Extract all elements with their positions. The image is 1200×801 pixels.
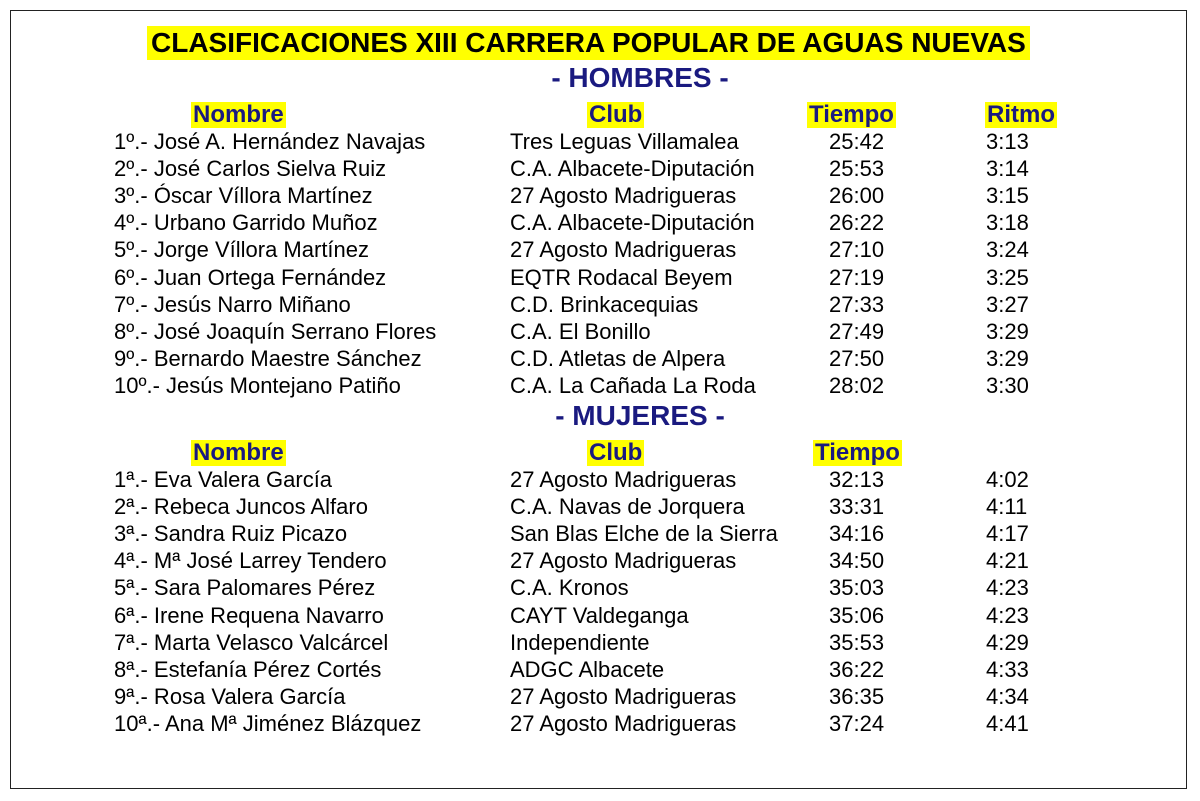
finish-time: 34:50 (829, 548, 885, 574)
finish-time: 36:35 (829, 683, 885, 709)
runner-name: 5º.- Jorge Víllora Martínez (114, 237, 370, 263)
finish-time: 28:02 (829, 372, 885, 398)
runner-name: 8ª.- Estefanía Pérez Cortés (114, 656, 382, 682)
finish-time: 32:13 (829, 467, 885, 492)
table-row (0, 710, 1200, 737)
runner-name: 7º.- Jesús Narro Miñano (114, 291, 351, 317)
page-title: CLASIFICACIONES XIII CARRERA POPULAR DE AGUAS NUEVAS (147, 26, 1030, 60)
table-row (0, 264, 1200, 291)
women-header-time: Tiempo (815, 439, 900, 466)
table-row (0, 656, 1200, 683)
club-name: C.A. Navas de Jorquera (510, 494, 745, 520)
finish-time: 35:03 (829, 575, 885, 601)
club-name: 27 Agosto Madrigueras (510, 683, 737, 709)
pace: 4:17 (986, 521, 1029, 547)
pace: 4:23 (986, 602, 1029, 628)
table-row (0, 629, 1200, 656)
runner-name: 5ª.- Sara Palomares Pérez (114, 575, 376, 601)
finish-time: 27:49 (829, 318, 885, 344)
pace: 4:23 (986, 575, 1029, 601)
table-row (0, 318, 1200, 345)
pace: 3:30 (986, 372, 1029, 398)
club-name: C.A. Albacete-Diputación (510, 210, 755, 236)
finish-time: 25:53 (829, 156, 885, 182)
table-row (0, 128, 1200, 155)
pace: 3:18 (986, 210, 1029, 236)
men-header-club: Club (589, 101, 643, 128)
club-name: C.D. Atletas de Alpera (510, 345, 726, 371)
table-row (0, 683, 1200, 710)
runner-name: 6º.- Juan Ortega Fernández (114, 264, 387, 290)
runner-name: 9ª.- Rosa Valera García (114, 683, 346, 709)
runner-name: 3º.- Óscar Víllora Martínez (114, 183, 373, 209)
table-row (0, 466, 1200, 493)
club-name: EQTR Rodacal Beyem (510, 264, 733, 290)
table-row (0, 372, 1200, 399)
finish-time: 27:50 (829, 345, 885, 371)
runner-name: 7ª.- Marta Velasco Valcárcel (114, 629, 389, 655)
pace: 3:29 (986, 345, 1029, 371)
runner-name: 1ª.- Eva Valera García (114, 467, 333, 492)
club-name: C.A. El Bonillo (510, 318, 651, 344)
club-name: 27 Agosto Madrigueras (510, 237, 737, 263)
club-name: 27 Agosto Madrigueras (510, 467, 737, 492)
finish-time: 26:22 (829, 210, 885, 236)
finish-time: 27:19 (829, 264, 885, 290)
pace: 4:29 (986, 629, 1029, 655)
finish-time: 35:06 (829, 602, 885, 628)
club-name: C.D. Brinkacequias (510, 291, 699, 317)
runner-name: 10ª.- Ana Mª Jiménez Blázquez (114, 710, 422, 736)
club-name: C.A. La Cañada La Roda (510, 372, 756, 398)
men-section-heading: - HOMBRES - (551, 62, 729, 93)
finish-time: 34:16 (829, 521, 885, 547)
table-row (0, 493, 1200, 520)
pace: 4:21 (986, 548, 1029, 574)
pace: 3:25 (986, 264, 1029, 290)
runner-name: 3ª.- Sandra Ruiz Picazo (114, 521, 348, 547)
finish-time: 27:33 (829, 291, 885, 317)
men-header-pace: Ritmo (987, 101, 1055, 128)
table-row (0, 520, 1200, 547)
pace: 3:24 (986, 237, 1029, 263)
club-name: ADGC Albacete (510, 656, 665, 682)
pace: 4:02 (986, 467, 1029, 492)
table-row (0, 547, 1200, 574)
finish-time: 35:53 (829, 629, 885, 655)
club-name: C.A. Albacete-Diputación (510, 156, 755, 182)
runner-name: 8º.- José Joaquín Serrano Flores (114, 318, 437, 344)
pace: 3:14 (986, 156, 1029, 182)
runner-name: 2ª.- Rebeca Juncos Alfaro (114, 494, 368, 520)
finish-time: 27:10 (829, 237, 885, 263)
pace: 4:41 (986, 710, 1029, 736)
table-row (0, 345, 1200, 372)
pace: 3:15 (986, 183, 1029, 209)
women-section-heading: - MUJERES - (555, 400, 725, 431)
pace: 4:33 (986, 656, 1029, 682)
runner-name: 2º.- José Carlos Sielva Ruiz (114, 156, 387, 182)
men-header-name: Nombre (193, 101, 284, 128)
finish-time: 26:00 (829, 183, 885, 209)
table-row (0, 209, 1200, 236)
pace: 3:29 (986, 318, 1029, 344)
club-name: San Blas Elche de la Sierra (510, 521, 778, 547)
runner-name: 10º.- Jesús Montejano Patiño (114, 372, 401, 398)
pace: 3:27 (986, 291, 1029, 317)
table-row (0, 236, 1200, 263)
table-row (0, 291, 1200, 318)
finish-time: 37:24 (829, 710, 885, 736)
finish-time: 25:42 (829, 129, 885, 154)
club-name: Independiente (510, 629, 650, 655)
runner-name: 4º.- Urbano Garrido Muñoz (114, 210, 378, 236)
club-name: 27 Agosto Madrigueras (510, 183, 737, 209)
runner-name: 4ª.- Mª José Larrey Tendero (114, 548, 387, 574)
pace: 4:34 (986, 683, 1029, 709)
women-header-name: Nombre (193, 439, 284, 466)
club-name: CAYT Valdeganga (510, 602, 689, 628)
club-name: Tres Leguas Villamalea (510, 129, 739, 154)
women-header-club: Club (589, 439, 643, 466)
runner-name: 6ª.- Irene Requena Navarro (114, 602, 384, 628)
table-row (0, 602, 1200, 629)
pace: 3:13 (986, 129, 1029, 154)
club-name: C.A. Kronos (510, 575, 629, 601)
finish-time: 33:31 (829, 494, 885, 520)
table-row (0, 574, 1200, 601)
club-name: 27 Agosto Madrigueras (510, 548, 737, 574)
runner-name: 9º.- Bernardo Maestre Sánchez (114, 345, 422, 371)
men-header-time: Tiempo (809, 101, 894, 128)
table-row (0, 182, 1200, 209)
club-name: 27 Agosto Madrigueras (510, 710, 737, 736)
finish-time: 36:22 (829, 656, 885, 682)
table-row (0, 155, 1200, 182)
pace: 4:11 (986, 494, 1028, 520)
runner-name: 1º.- José A. Hernández Navajas (114, 129, 426, 154)
